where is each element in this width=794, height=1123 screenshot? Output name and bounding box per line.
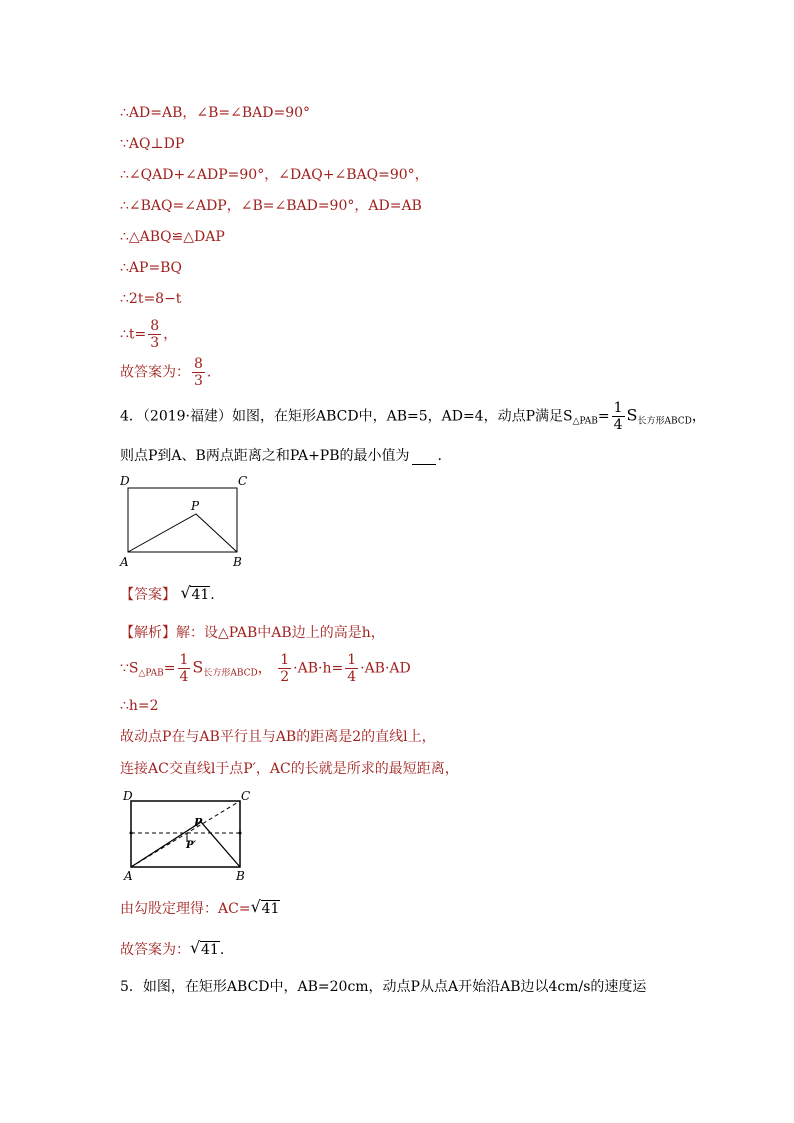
final-answer-line	[120, 938, 225, 959]
solution-line-8	[120, 318, 177, 351]
fraction-answer	[192, 356, 205, 389]
analysis-line	[120, 624, 385, 642]
eq-middle: ·AB·h=	[293, 660, 344, 677]
solution-line-6: ∴AP=BQ	[120, 260, 182, 276]
eq-fraction-3	[345, 652, 358, 685]
eq-comma: ，	[257, 660, 272, 677]
pythagoras-text: 由勾股定理得：AC=	[120, 901, 251, 917]
answer-line	[120, 583, 215, 604]
analysis-tag: 【解析】	[120, 625, 176, 641]
denominator: 4	[613, 417, 623, 433]
label-c: C	[238, 474, 248, 488]
label-d: D	[120, 474, 130, 488]
label-b: B	[236, 869, 245, 883]
pythagoras-line	[120, 897, 280, 918]
label-c: C	[241, 789, 251, 803]
point-right	[239, 832, 242, 835]
label-d: D	[123, 789, 133, 803]
period: .	[206, 364, 212, 381]
q4-comma: ，	[691, 408, 706, 425]
answer-tag: 【答案】	[120, 587, 176, 603]
numerator: 8	[194, 356, 203, 372]
q4-equals: =	[597, 408, 610, 425]
q4-sub-pab: △PAB	[572, 416, 598, 427]
q4-period: .	[437, 448, 442, 464]
answer-blank	[412, 450, 436, 465]
analysis-line-b: 连接AC交直线l于点P′，AC的长就是所求的最短距离，	[120, 761, 459, 777]
q4-sub-rect: 长方形ABCD	[637, 416, 692, 427]
t-equals: ∴t=	[120, 326, 147, 343]
solution-line-4: ∴∠BAQ=∠ADP，∠B=∠BAD=90°，AD=AB	[120, 198, 422, 214]
final-text: 故答案为：	[120, 942, 190, 958]
label-p: P	[194, 816, 203, 829]
sqrt-41: √ 41	[250, 897, 280, 917]
eq-fraction-2	[278, 652, 291, 685]
denominator: 3	[150, 335, 160, 351]
numerator: 1	[179, 652, 189, 668]
comma: ，	[163, 326, 178, 343]
denominator: 3	[194, 373, 203, 389]
label-p-prime: P′	[186, 840, 197, 851]
label-b: B	[233, 555, 242, 569]
final-period: .	[219, 942, 225, 958]
solution-line-5: ∴△ABQ≌△DAP	[120, 229, 225, 245]
eq-fraction-1	[178, 652, 191, 685]
solution-line-1: ∴AD=AB，∠B=∠BAD=90°	[120, 105, 311, 121]
fraction-8-3	[148, 318, 161, 351]
label-a: A	[124, 869, 133, 883]
eq-sub-pab: △PAB	[138, 668, 164, 679]
label-p: P	[191, 499, 200, 513]
radicand: 41	[201, 942, 219, 958]
h-line: ∴h=2	[120, 698, 159, 714]
solution-line-2: ∵AQ⊥DP	[120, 136, 185, 152]
analysis-text: 解：设△PAB中AB边上的高是h，	[176, 625, 385, 641]
eq-end: ·AB·AD	[360, 660, 411, 677]
denominator: 2	[280, 669, 290, 685]
q4-text-a: 4．（2019·福建）如图，在矩形ABCD中，AB=5，AD=4，动点P满足S	[120, 408, 573, 425]
solution-answer-line	[120, 356, 211, 389]
eq-prefix: ∵S	[120, 660, 139, 677]
q4-fraction	[612, 400, 625, 433]
denominator: 4	[179, 669, 189, 685]
q4-text-b: 则点P到A、B两点距离之和PA+PB的最小值为	[120, 448, 410, 464]
sqrt-41: √ 41	[190, 938, 219, 958]
numerator: 1	[347, 652, 357, 668]
radicand: 41	[261, 901, 280, 917]
figure-2-rectangle	[118, 786, 258, 884]
numerator: 1	[613, 400, 623, 416]
triangle-pab	[128, 514, 237, 552]
q5-line: 5．如图，在矩形ABCD中，AB=20cm，动点P从点A开始沿AB边以4cm/s的速度运	[120, 979, 647, 995]
q4-s: S	[626, 405, 638, 425]
q4-line-1	[120, 400, 706, 433]
eq-s: S	[192, 657, 204, 677]
eq-equals: =	[163, 660, 176, 677]
denominator: 4	[347, 669, 357, 685]
solution-line-3: ∴∠QAD+∠ADP=90°，∠DAQ+∠BAQ=90°，	[120, 167, 429, 183]
analysis-line-a: 故动点P在与AB平行且与AB的距离是2的直线l上，	[120, 729, 436, 745]
answer-prefix: 故答案为：	[120, 364, 190, 381]
radicand: 41	[191, 587, 210, 603]
point-left	[130, 832, 133, 835]
sqrt-41: √ 41	[180, 583, 210, 603]
analysis-equation	[120, 652, 411, 685]
label-a: A	[120, 555, 129, 569]
eq-sub-rect: 长方形ABCD	[203, 668, 258, 679]
answer-period: .	[210, 587, 215, 603]
q4-line-2	[120, 447, 442, 465]
solution-line-7: ∴2t=8−t	[120, 291, 182, 307]
figure-1-rectangle	[115, 472, 255, 570]
numerator: 8	[150, 318, 160, 334]
numerator: 1	[280, 652, 290, 668]
